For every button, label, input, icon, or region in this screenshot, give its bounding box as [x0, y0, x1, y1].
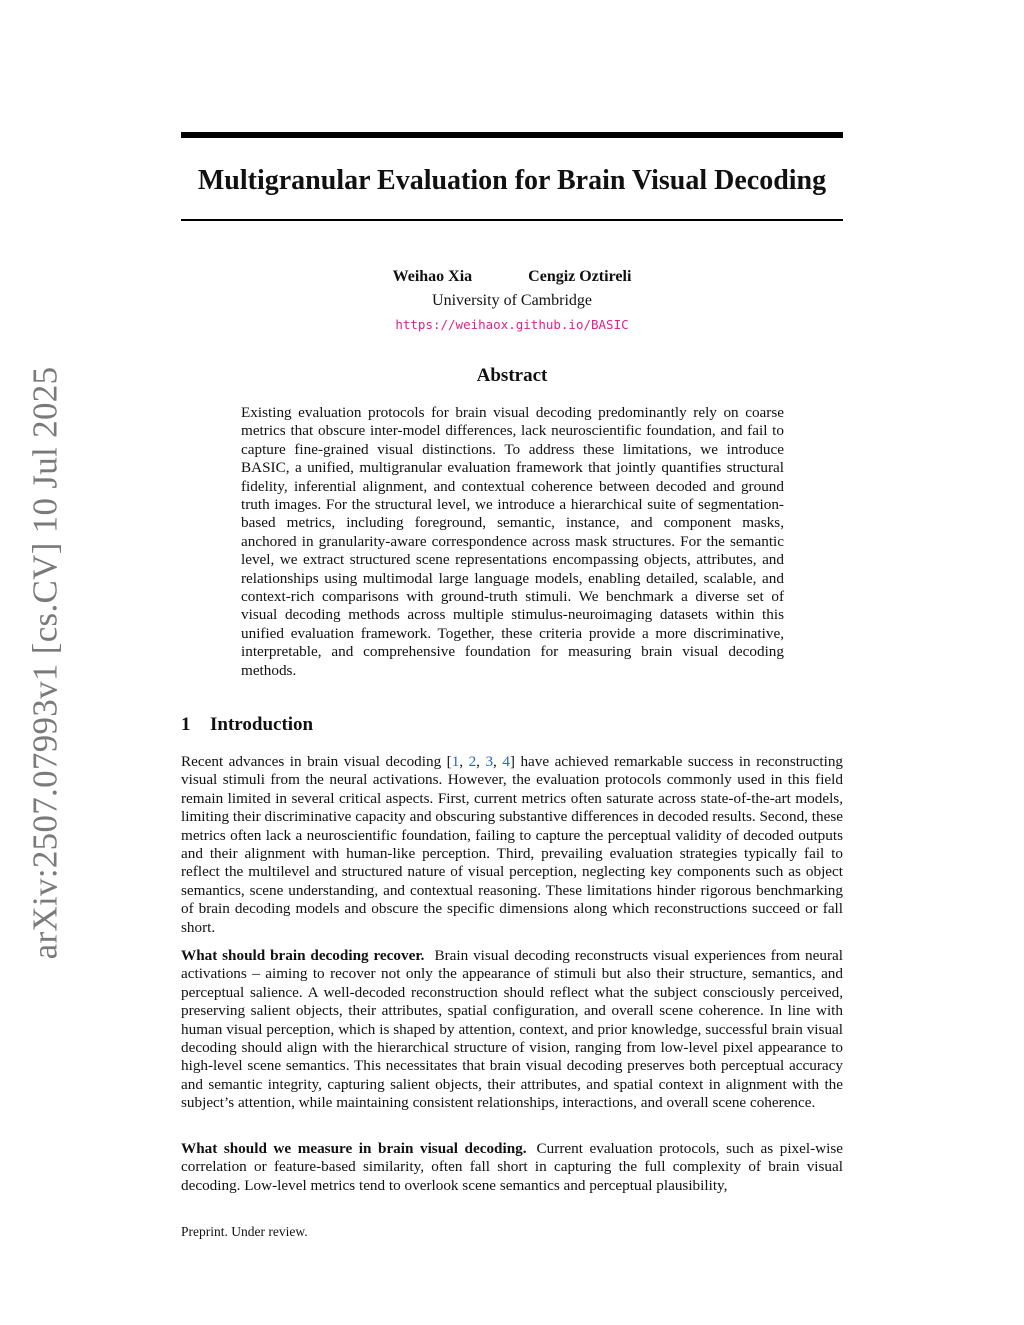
author-name: Cengiz Oztireli — [528, 268, 632, 285]
citation-link[interactable]: 4 — [502, 753, 510, 770]
page-footer-note: Preprint. Under review. — [181, 1224, 308, 1239]
author-name: Weihao Xia — [392, 268, 473, 285]
citation-link[interactable]: 3 — [485, 753, 494, 770]
author-list — [181, 266, 843, 288]
title-top-rule — [181, 132, 843, 138]
intro-p2-text: Brain visual decoding reconstructs visual experiences from neural activations – aiming to recover not only the appearance of stimuli but also their structure, semantics, and perceptual salience. A well-decoded reconstruction should reflect what the subject consciously perceived, preserving salient objects, their attributes, spatial configuration, and overall scene coherence. In line with human visual perception, which is shaped by attention, context, and prior knowledge, successful brain visual decoding should align with the hierarchical structure of vision, ranging from low-level pixel appearance to high-level scene semantics. This necessitates that brain visual decoding preserves both perceptual accuracy and semantic integrity, capturing salient objects, their attributes, and spatial context in alignment with the subject’s attention, while maintaining consistent relationships, interactions, and overall scene coherence. — [181, 947, 843, 1112]
intro-paragraph-3 — [181, 1140, 843, 1195]
abstract-text: Existing evaluation protocols for brain visual decoding predominantly rely on coarse metrics that obscure inter-model differences, lack neuroscientific foundation, and fail to capture fine-grained visual distinctions. To address these limitations, we introduce BASIC, a unified, multigranular evaluation framework that jointly quantifies structural fidelity, inferential alignment, and contextual coherence between decoded and ground truth images. For the structural level, we introduce a hierarchical suite of segmentation-based metrics, including foreground, semantic, instance, and component masks, anchored in granularity-aware correspondence across mask structures. For the semantic level, we extract structured scene representations encompassing objects, attributes, and relationships using multimodal large language models, enabling detailed, scalable, and context-rich comparisons with ground-truth stimuli. We benchmark a diverse set of visual decoding methods across multiple stimulus-neuroimaging datasets within this unified evaluation framework. Together, these criteria provide a more discriminative, interpretable, and comprehensive foundation for measuring brain visual decoding methods. — [241, 404, 784, 679]
intro-paragraph-2 — [181, 947, 843, 1113]
intro-paragraph-1: Recent advances in brain visual decoding [1, 2, 3, 4] have achieved remarkable success in reconstructing visual stimuli from the neural activations. However, the evaluation protocols commonly used in this field remain limited in several critical aspects. First, current metrics often saturate across state-of-the-art models, limiting their discriminative capacity and obscuring substantive differences in decoded results. Second, these metrics often lack a neuroscientific foundation, failing to capture the perceptual validity of decoded outputs and their alignment with human-like perception. Third, prevailing evaluation strategies typically fail to reflect the multilevel and structured nature of visual perception, neglecting key components such as object semantics, scene understanding, and contextual reasoning. These limitations hinder rigorous benchmarking of brain decoding models and obscure the specific dimensions along which reconstructions succeed or fall short. — [181, 753, 844, 936]
abstract-heading: Abstract — [476, 365, 548, 386]
intro-p1-text-start: Recent advances in brain visual decoding [ — [181, 753, 452, 770]
section-number: 1 — [181, 714, 191, 735]
section-heading-introduction — [181, 713, 313, 737]
affiliation: University of Cambridge — [432, 292, 592, 309]
intro-p1-text-end: ] have achieved remarkable success in reconstructing visual stimuli from the neural activations. However, the evaluation protocols commonly used in this field remain limited in several critical aspects. First, current metrics often saturate across state-of-the-art models, limiting their discriminative capacity and obscuring substantive differences in decoded results. Second, these metrics often lack a neuroscientific foundation, failing to capture the perceptual validity of decoded outputs and their alignment with human-like perception. Third, prevailing evaluation strategies typically fail to reflect the multilevel and structured nature of visual perception, neglecting key components such as object semantics, scene understanding, and contextual reasoning. These limitations hinder rigorous benchmarking of brain decoding models and obscure the specific dimensions along which reconstructions succeed or fall short. — [181, 753, 844, 936]
arxiv-identifier-stamp — [22, 366, 68, 960]
arxiv-stamp-text: arXiv:2507.07993v1 [cs.CV] 10 Jul 2025 — [25, 366, 64, 960]
citation-link[interactable]: 2 — [468, 753, 477, 770]
section-title: Introduction — [210, 714, 314, 735]
paper-title: Multigranular Evaluation for Brain Visual Decoding — [197, 165, 827, 196]
paragraph-lead-heading: What should we measure in brain visual decoding. — [181, 1140, 527, 1157]
project-url-link[interactable]: https://weihaox.github.io/BASIC — [395, 317, 629, 332]
title-bottom-rule — [181, 219, 843, 221]
citation-link[interactable]: 1 — [451, 753, 460, 770]
intro-p3-text: Current evaluation protocols, such as pixel-wise correlation or feature-based similarity, often fall short in capturing the full complexity of brain visual decoding. Low-level metrics tend to overlook scene semantics and perceptual plausibility, — [181, 1140, 843, 1194]
paragraph-lead-heading: What should brain decoding recover. — [181, 947, 425, 964]
